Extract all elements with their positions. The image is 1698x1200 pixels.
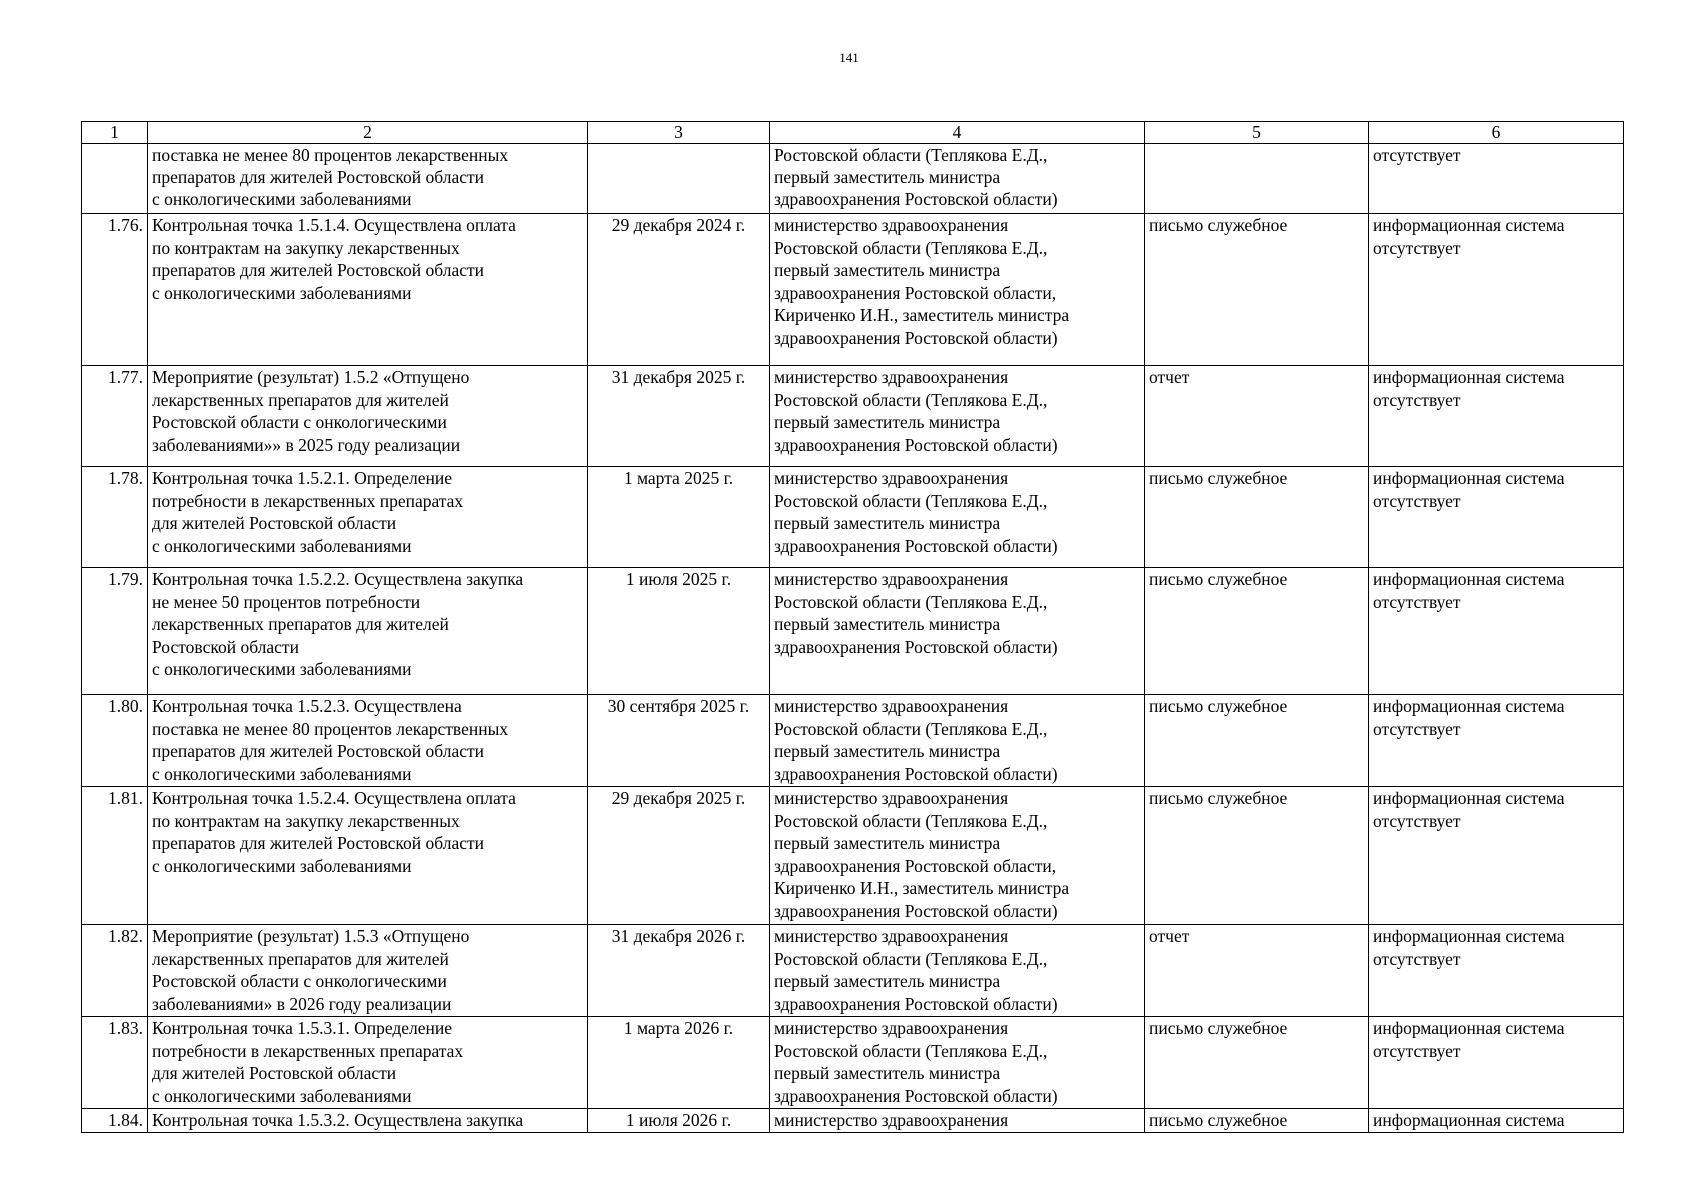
row-responsible: министерство здравоохранения Ростовской области (Теплякова Е.Д., первый заместитель министра здравоохранения Ростовской области, Кириченко И.Н., заместитель министра здравоохранения Ростовской области) [770,787,1145,925]
row-responsible: министерство здравоохранения Ростовской области (Теплякова Е.Д., первый заместитель министра здравоохранения Ростовской области, Кириченко И.Н., заместитель министра здравоохранения Ростовской области) [770,214,1145,366]
table-row [82,467,1624,568]
row-info-system: информационная система отсутствует [1369,1017,1624,1109]
row-document: письмо служебное [1145,467,1369,568]
row-date: 1 июля 2026 г. [588,1109,770,1133]
row-number: 1.84. [82,1109,148,1133]
row-date: 31 декабря 2026 г. [588,925,770,1017]
table-row [82,214,1624,366]
row-responsible: министерство здравоохранения Ростовской области (Теплякова Е.Д., первый заместитель министра здравоохранения Ростовской области) [770,467,1145,568]
table-row [82,568,1624,695]
table-row [82,695,1624,787]
row-number [82,144,148,214]
row-description: Контрольная точка 1.5.3.1. Определение потребности в лекарственных препаратах для жителей Ростовской области с онкологическими заболеваниями [148,1017,588,1109]
row-responsible: Ростовской области (Теплякова Е.Д., первый заместитель министра здравоохранения Ростовской области) [770,144,1145,214]
row-description: Мероприятие (результат) 1.5.2 «Отпущено лекарственных препаратов для жителей Ростовской области с онкологическими заболеваниями»» в 2025 году реализации [148,366,588,467]
column-header: 3 [588,122,770,144]
row-description: Контрольная точка 1.5.1.4. Осуществлена оплата по контрактам на закупку лекарственных препаратов для жителей Ростовской области с онкологическими заболеваниями [148,214,588,366]
row-document: отчет [1145,366,1369,467]
table-row [82,925,1624,1017]
row-info-system: отсутствует [1369,144,1624,214]
row-responsible: министерство здравоохранения Ростовской области (Теплякова Е.Д., первый заместитель министра здравоохранения Ростовской области) [770,925,1145,1017]
plan-table [81,121,1624,1133]
column-header: 5 [1145,122,1369,144]
row-responsible: министерство здравоохранения Ростовской области (Теплякова Е.Д., первый заместитель министра здравоохранения Ростовской области) [770,1017,1145,1109]
row-description: Мероприятие (результат) 1.5.3 «Отпущено лекарственных препаратов для жителей Ростовской области с онкологическими заболеваниями» в 2026 году реализации [148,925,588,1017]
table-row [82,787,1624,925]
row-number: 1.76. [82,214,148,366]
row-responsible: министерство здравоохранения Ростовской области (Теплякова Е.Д., первый заместитель министра здравоохранения Ростовской области) [770,695,1145,787]
row-date: 1 марта 2025 г. [588,467,770,568]
row-responsible: министерство здравоохранения [770,1109,1145,1133]
row-info-system: информационная система отсутствует [1369,366,1624,467]
row-responsible: министерство здравоохранения Ростовской области (Теплякова Е.Д., первый заместитель министра здравоохранения Ростовской области) [770,568,1145,695]
row-date: 29 декабря 2025 г. [588,787,770,925]
row-number: 1.78. [82,467,148,568]
column-header: 6 [1369,122,1624,144]
row-info-system: информационная система отсутствует [1369,568,1624,695]
row-info-system: информационная система отсутствует [1369,467,1624,568]
row-description: Контрольная точка 1.5.3.2. Осуществлена закупка [148,1109,588,1133]
row-document: письмо служебное [1145,214,1369,366]
row-document [1145,144,1369,214]
row-description: поставка не менее 80 процентов лекарственных препаратов для жителей Ростовской области с онкологическими заболеваниями [148,144,588,214]
row-document: письмо служебное [1145,1109,1369,1133]
column-header: 2 [148,122,588,144]
row-info-system: информационная система отсутствует [1369,787,1624,925]
row-document: письмо служебное [1145,568,1369,695]
row-number: 1.77. [82,366,148,467]
row-number: 1.83. [82,1017,148,1109]
row-date [588,144,770,214]
row-description: Контрольная точка 1.5.2.1. Определение потребности в лекарственных препаратах для жителей Ростовской области с онкологическими заболеваниями [148,467,588,568]
row-number: 1.80. [82,695,148,787]
table-row [82,144,1624,214]
column-header: 4 [770,122,1145,144]
table-row [82,366,1624,467]
row-document: письмо служебное [1145,1017,1369,1109]
row-date: 29 декабря 2024 г. [588,214,770,366]
row-number: 1.82. [82,925,148,1017]
row-info-system: информационная система отсутствует [1369,925,1624,1017]
table-row [82,1017,1624,1109]
page-number: 141 [839,50,859,65]
row-description: Контрольная точка 1.5.2.3. Осуществлена поставка не менее 80 процентов лекарственных препаратов для жителей Ростовской области с онкологическими заболеваниями [148,695,588,787]
row-info-system: информационная система отсутствует [1369,695,1624,787]
row-date: 30 сентября 2025 г. [588,695,770,787]
row-responsible: министерство здравоохранения Ростовской области (Теплякова Е.Д., первый заместитель министра здравоохранения Ростовской области) [770,366,1145,467]
row-info-system: информационная система отсутствует [1369,214,1624,366]
row-number: 1.81. [82,787,148,925]
table-body [82,122,1624,1133]
row-date: 1 июля 2025 г. [588,568,770,695]
row-info-system: информационная система [1369,1109,1624,1133]
row-description: Контрольная точка 1.5.2.4. Осуществлена оплата по контрактам на закупку лекарственных препаратов для жителей Ростовской области с онкологическими заболеваниями [148,787,588,925]
row-number: 1.79. [82,568,148,695]
row-document: письмо служебное [1145,695,1369,787]
row-document: письмо служебное [1145,787,1369,925]
row-description: Контрольная точка 1.5.2.2. Осуществлена закупка не менее 50 процентов потребности лекарственных препаратов для жителей Ростовской области с онкологическими заболеваниями [148,568,588,695]
table-row [82,1109,1624,1133]
column-header: 1 [82,122,148,144]
table-header-row [82,122,1624,144]
row-date: 1 марта 2026 г. [588,1017,770,1109]
row-document: отчет [1145,925,1369,1017]
row-date: 31 декабря 2025 г. [588,366,770,467]
